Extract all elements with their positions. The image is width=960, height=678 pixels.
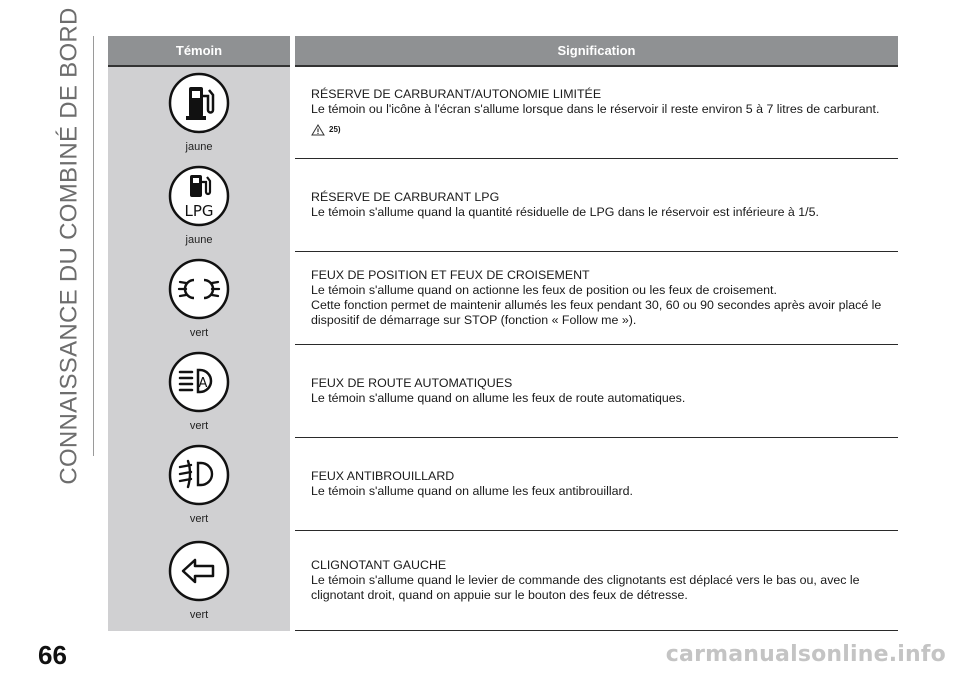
indicator-cell bbox=[108, 437, 293, 530]
row-title: FEUX DE ROUTE AUTOMATIQUES bbox=[311, 375, 513, 390]
color-label: vert bbox=[189, 609, 209, 621]
svg-text:LPG: LPG bbox=[184, 201, 214, 220]
row-description: Le témoin s'allume quand le levier de commande des clignotants est déplacé vers le bas ou, avec le clignotant droit, quand on appuie sur le bouton des feux de détresse. bbox=[311, 572, 860, 602]
side-chapter-title: CONNAISSANCE DU COMBINÉ DE BORD bbox=[56, 7, 84, 485]
table-row bbox=[108, 437, 898, 530]
row-title: CLIGNOTANT GAUCHE bbox=[311, 557, 447, 572]
position-lights-icon bbox=[167, 257, 231, 321]
svg-text:A: A bbox=[198, 375, 208, 391]
front-fog-light-icon bbox=[167, 443, 231, 507]
lpg-fuel-icon bbox=[167, 164, 231, 228]
side-rule bbox=[93, 36, 94, 456]
row-description: Le témoin s'allume quand on actionne les feux de position ou les feux de croisement. bbox=[311, 282, 777, 297]
page-number: 66 bbox=[38, 640, 67, 670]
row-description: Le témoin ou l'icône à l'écran s'allume lorsque dans le réservoir il reste environ 5 à 7 litres de carburant. bbox=[311, 102, 880, 117]
row-title: FEUX DE POSITION ET FEUX DE CROISEMENT bbox=[311, 267, 590, 282]
color-label: jaune bbox=[185, 141, 213, 154]
warning-triangle-icon bbox=[311, 124, 325, 136]
header-signification: Signification bbox=[293, 36, 899, 66]
indicator-cell bbox=[108, 344, 293, 437]
color-label: vert bbox=[189, 326, 209, 339]
warning-reference bbox=[311, 122, 884, 137]
row-title: RÉSERVE DE CARBURANT LPG bbox=[311, 189, 500, 204]
meaning-cell bbox=[293, 158, 899, 251]
color-label: vert bbox=[189, 419, 209, 432]
meaning-cell bbox=[293, 66, 899, 158]
auto-high-beam-icon bbox=[167, 350, 231, 414]
table-row bbox=[108, 66, 898, 158]
warning-ref-number: 25) bbox=[329, 125, 341, 135]
table-row bbox=[108, 530, 898, 630]
row-title: RÉSERVE DE CARBURANT/AUTONOMIE LIMITÉE bbox=[311, 87, 602, 102]
row-description: Le témoin s'allume quand la quantité résiduelle de LPG dans le réservoir est inférieure à 1/5. bbox=[311, 204, 819, 219]
table-row bbox=[108, 251, 898, 344]
color-label: vert bbox=[189, 512, 209, 525]
table-row bbox=[108, 158, 898, 251]
color-label: jaune bbox=[185, 233, 213, 246]
table-header-row bbox=[108, 36, 898, 66]
indicator-cell bbox=[108, 251, 293, 344]
row-description: Le témoin s'allume quand on allume les feux de route automatiques. bbox=[311, 390, 686, 405]
meaning-cell bbox=[293, 530, 899, 630]
indicator-table bbox=[108, 36, 898, 631]
indicator-cell bbox=[108, 66, 293, 158]
left-turn-signal-icon bbox=[167, 539, 231, 603]
row-description-extra: Cette fonction permet de maintenir allumés les feux pendant 30, 60 ou 90 secondes après avoir placé le dispositif de démarrage sur STOP (fonction « Follow me »). bbox=[311, 297, 882, 327]
fuel-pump-icon bbox=[167, 71, 231, 135]
row-title: FEUX ANTIBROUILLARD bbox=[311, 468, 455, 483]
meaning-cell bbox=[293, 251, 899, 344]
table-row bbox=[108, 344, 898, 437]
indicator-cell bbox=[108, 530, 293, 630]
meaning-cell bbox=[293, 344, 899, 437]
indicator-cell bbox=[108, 158, 293, 251]
header-temoin: Témoin bbox=[108, 36, 293, 66]
meaning-cell bbox=[293, 437, 899, 530]
row-description: Le témoin s'allume quand on allume les feux antibrouillard. bbox=[311, 483, 633, 498]
watermark: carmanualsonline.info bbox=[665, 642, 946, 667]
